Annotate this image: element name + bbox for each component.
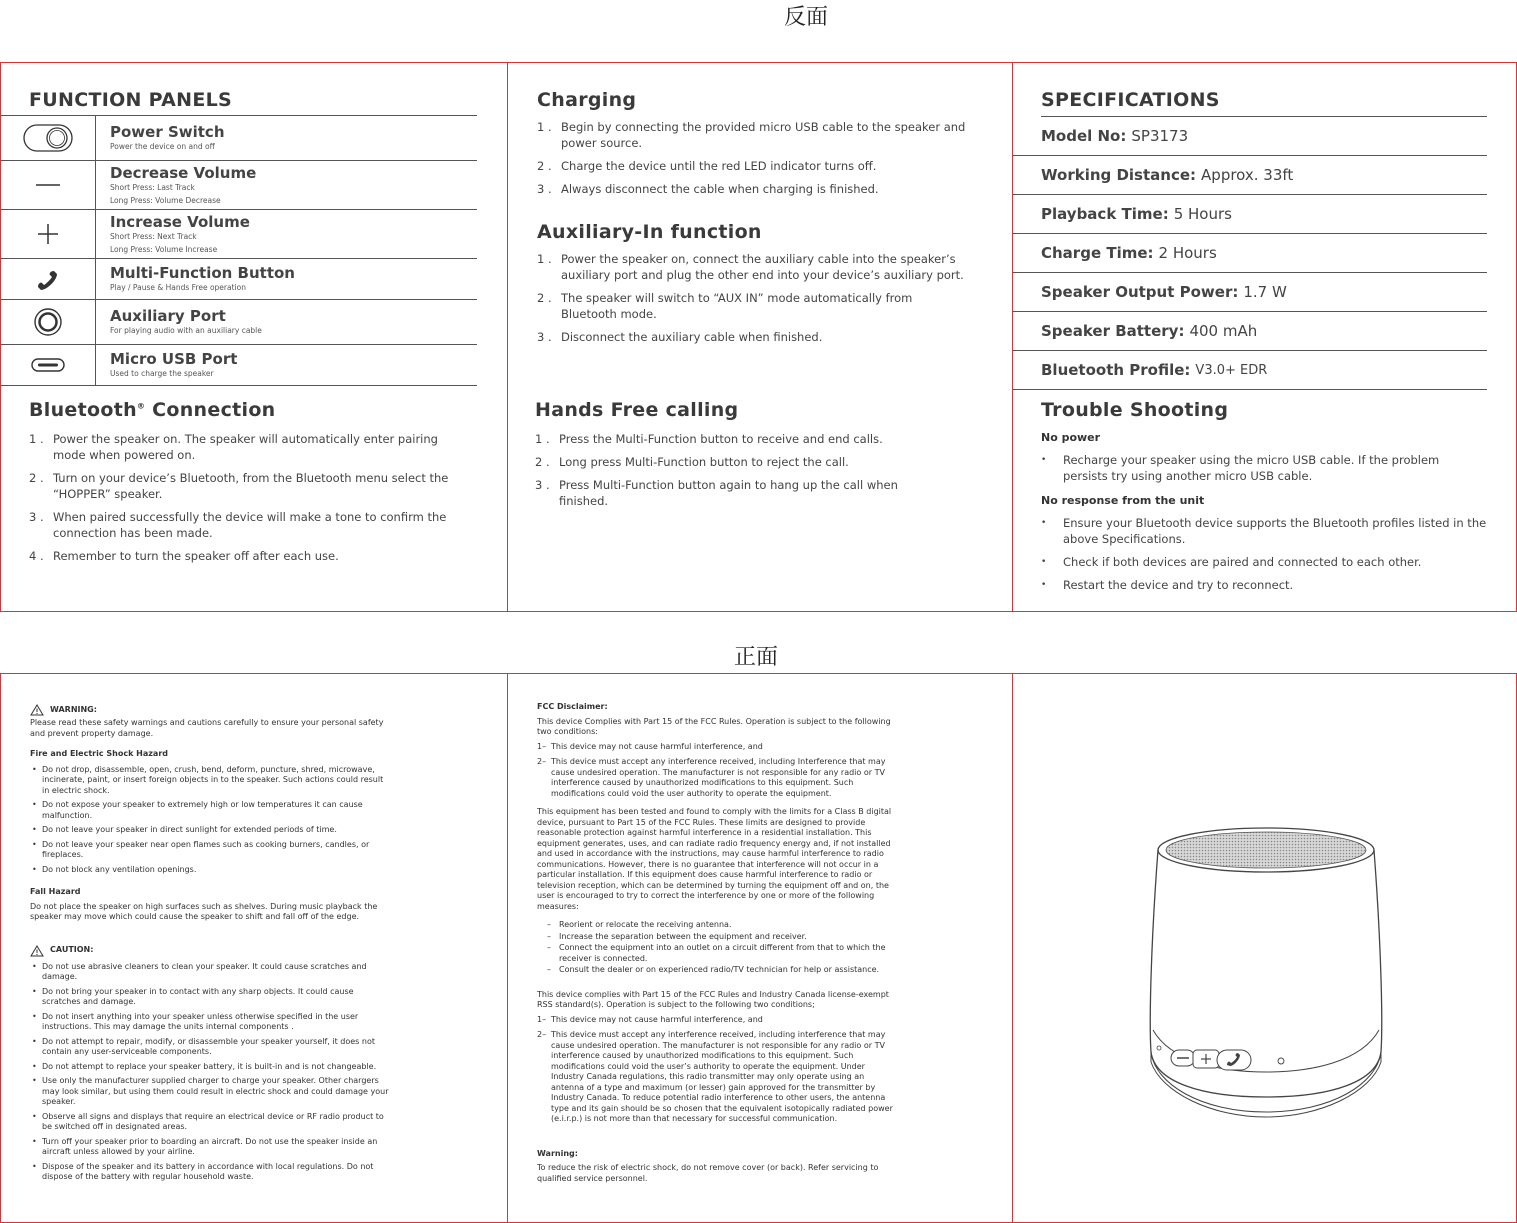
spec-row: Model No: SP3173 (1013, 117, 1487, 156)
spec-row: Playback Time: 5 Hours (1013, 195, 1487, 234)
fp-row-multifunction (1, 258, 477, 299)
fp-row-usb (1, 344, 477, 385)
list-item: 4 . Remember to turn the speaker off after each use. (29, 549, 339, 563)
charging-title: Charging (537, 89, 637, 111)
usb-port-icon (1, 345, 96, 385)
specifications-title: SPECIFICATIONS (1041, 89, 1487, 117)
list-item: 1– This device may not cause harmful interference, and (537, 1014, 763, 1024)
list-item: • Use only the manufacturer supplied charger to charge your speaker. Other chargers may look similar, but using them could result in electric shock and could damage your speaker. (30, 1076, 390, 1108)
list-item: • Do not leave your speaker near open flames such as cooking burners, candles, or fireplaces. (30, 840, 390, 861)
specifications-section (1041, 89, 1487, 390)
fcc-paragraph: This device Complies with Part 15 of the FCC Rules. Operation is subject to the following two conditions: (537, 716, 891, 736)
aux-steps (537, 251, 967, 345)
hands-free-title: Hands Free calling (535, 399, 739, 421)
list-item: 3 . Disconnect the auxiliary cable when finished. (537, 330, 823, 344)
list-item: – Connect the equipment into an outlet on a circuit different from that to which the receiver is connected. (537, 943, 893, 964)
warning-text: To reduce the risk of electric shock, do not remove cover (or back). Refer servicing to qualified service personnel. (537, 1163, 879, 1183)
fp-desc: Long Press: Volume Increase (110, 244, 218, 254)
warnings-section (30, 704, 390, 1187)
list-item: 2 . Charge the device until the red LED indicator turns off. (537, 159, 877, 173)
list-item: 3 . When paired successfully the device will make a tone to confirm the connection has been made. (29, 510, 447, 540)
list-item: • Do not drop, disassemble, open, crush, bend, deform, puncture, shred, microwave, incinerate, paint, or insert foreign objects in to the speaker. Such actions could result in electric shock. (30, 765, 390, 797)
list-item: • Do not expose your speaker to extremely high or low temperatures it can cause malfunction. (30, 800, 390, 821)
list-item: – Increase the separation between the equipment and receiver. (537, 932, 893, 943)
fp-title: Power Switch (110, 123, 225, 141)
list-item: 2 . The speaker will switch to “AUX IN” mode automatically from Bluetooth mode. (537, 291, 913, 321)
list-item: 2– This device must accept any interference received, including interference that may cause undesired operation. The manufacturer is not responsible for any radio or TV interference caused by unauthorized modifications to this equipment. Such modifications could void the user’s authority to operate the equipment. Under Industry Canada regulations, this radio transmitter may only operate using an antenna of a type and maximum (or lesser) gain approved for the transmitter by Industry Canada. To reduce potential radio interference to other users, the antenna type and its gain should be so chosen that the equivalent isotopically radiated power (e.i.r.p.) is not more than that necessary for successful communication. (537, 1030, 893, 1123)
fp-title: Auxiliary Port (110, 307, 226, 325)
aux-port-icon (1, 300, 96, 344)
spec-row: Speaker Output Power: 1.7 W (1013, 273, 1487, 312)
fp-desc: Long Press: Volume Decrease (110, 195, 221, 205)
fp-title: Decrease Volume (110, 163, 257, 182)
list-item: • Turn off your speaker prior to boarding an aircraft. Do not use the speaker inside an aircraft unless allowed by your airline. (30, 1137, 390, 1158)
warning-icon (30, 704, 44, 716)
fp-row-decrease (1, 160, 477, 209)
list-item: • Do not attempt to repair, modify, or disassemble your speaker yourself, it does not contain any user-serviceable components. (30, 1037, 390, 1058)
list-item: • Check if both devices are paired and connected to each other. (1041, 554, 1487, 570)
fcc-title: FCC Disclaimer: (537, 702, 608, 711)
power-switch-icon (1, 116, 96, 160)
function-panels-section (29, 89, 479, 386)
charging-section (537, 89, 967, 204)
spec-row: Working Distance: Approx. 33ft (1013, 156, 1487, 195)
trouble-heading: No power (1041, 431, 1101, 444)
bluetooth-section (29, 399, 449, 571)
trouble-title: Trouble Shooting (1041, 399, 1229, 421)
fall-text: Do not place the speaker on high surfaces such as shelves. During music playback the speaker may move which could cause the speaker to shift and fall off of the edge. (30, 901, 378, 921)
fp-title: Micro USB Port (110, 350, 238, 368)
list-item: • Observe all signs and displays that require an electrical device or RF radio product to be switched off in designated areas. (30, 1112, 390, 1133)
fcc-section (537, 702, 893, 1190)
list-item: 3 . Always disconnect the cable when charging is finished. (537, 182, 879, 196)
function-panels-title: FUNCTION PANELS (29, 89, 233, 111)
list-item: • Do not attempt to replace your speaker battery, it is built-in and is not changeable. (30, 1062, 390, 1073)
list-item: 2– This device must accept any interference received, including Interference that may cause undesired operation. The manufacturer is not responsible for any radio or TV interference caused by unauthorized modifications to this equipment. Such modifications could void the user authority to operate the equipment. (537, 757, 886, 798)
trouble-heading: No response from the unit (1041, 494, 1205, 507)
warning-intro: Please read these safety warnings and cautions carefully to ensure your personal safety and prevent property damage. (30, 718, 384, 738)
list-item: – Reorient or relocate the receiving antenna. (537, 920, 893, 931)
list-item: 1– This device may not cause harmful interference, and (537, 741, 763, 751)
spec-row: Charge Time: 2 Hours (1013, 234, 1487, 273)
fp-title: Multi-Function Button (110, 264, 295, 282)
list-item: • Ensure your Bluetooth device supports the Bluetooth profiles listed in the above Specifications. (1041, 515, 1487, 547)
charging-steps (537, 119, 967, 197)
list-item: • Recharge your speaker using the micro USB cable. If the problem persists try using another micro USB cable. (1041, 452, 1487, 484)
list-item: – Consult the dealer or on experienced radio/TV technician for help or assistance. (537, 965, 893, 976)
list-item: 1 . Begin by connecting the provided micro USB cable to the speaker and power source. (537, 120, 966, 150)
fp-desc: For playing audio with an auxiliary cable (110, 326, 262, 335)
list-item: • Do not use abrasive cleaners to clean your speaker. It could cause scratches and damage. (30, 962, 390, 983)
front-caption: 正面 (734, 645, 779, 670)
aux-title: Auxiliary-In function (537, 221, 762, 243)
fire-title: Fire and Electric Shock Hazard (30, 749, 169, 758)
fp-desc: Short Press: Last Track (110, 182, 195, 192)
fp-row-increase (1, 209, 477, 258)
aux-section (537, 221, 967, 352)
list-item: • Restart the device and try to reconnect. (1041, 577, 1487, 593)
speaker-illustration (1141, 822, 1391, 1122)
trouble-section (1041, 399, 1487, 600)
list-item: • Do not leave your speaker in direct sunlight for extended periods of time. (30, 825, 390, 836)
fp-title: Increase Volume (110, 212, 250, 231)
list-item: 2 . Long press Multi-Function button to reject the call. (535, 455, 849, 469)
warning-title: Warning: (537, 1148, 578, 1158)
fcc-paragraph: This device complies with Part 15 of the FCC Rules and Industry Canada license-exempt RSS standard(s). Operation is subject to the following two conditions; (537, 989, 889, 1009)
back-panel (0, 62, 1517, 612)
hands-free-section (535, 399, 935, 516)
bluetooth-steps (29, 431, 449, 564)
fp-row-aux (1, 299, 477, 344)
specs-table (1013, 117, 1487, 390)
list-item: 3 . Press Multi-Function button again to hang up the call when finished. (535, 478, 898, 508)
phone-icon (1, 259, 96, 299)
bluetooth-title: Bluetooth® Connection (29, 399, 276, 421)
fp-desc: Play / Pause & Hands Free operation (110, 283, 246, 292)
fp-desc: Power the device on and off (110, 142, 215, 151)
list-item: • Dispose of the speaker and its battery in accordance with local regulations. Do not dispose of the battery with regular household waste. (30, 1162, 390, 1183)
warning-header: WARNING: (30, 704, 390, 716)
caution-header: CAUTION: (30, 945, 390, 957)
fall-title: Fall Hazard (30, 887, 81, 896)
fp-row-power (1, 115, 477, 160)
plus-icon (1, 210, 96, 258)
fp-desc: Short Press: Next Track (110, 231, 197, 241)
list-item: 2 . Turn on your device’s Bluetooth, from the Bluetooth menu select the “HOPPER” speaker. (29, 471, 449, 501)
fcc-paragraph: This equipment has been tested and found to comply with the limits for a Class B digital device, pursuant to Part 15 of the FCC Rules. These limits are designed to provide reasonable protection against harmful interference in a residential installation. This equipment generates, uses, and can radiate radio frequency energy and, if not installed and used in accordance with the instructions, may cause harmful interference to radio communications. However, there is no guarantee that interference will not occur in a particular installation. If this equipment does cause harmful interference to radio or television reception, which can be determined by turning the equipment off and on, the user is encouraged to try to correct the interference by one or more of the following measures: (537, 807, 892, 911)
list-item: • Do not block any ventilation openings. (30, 865, 390, 876)
list-item: 1 . Power the speaker on, connect the auxiliary cable into the speaker’s auxiliary port and plug the other end into your device’s auxiliary port. (537, 252, 964, 282)
spec-row: Bluetooth Profile: V3.0+ EDR (1013, 351, 1487, 390)
list-item: • Do not insert anything into your speaker unless otherwise specified in the user instructions. This may damage the units internal components . (30, 1012, 390, 1033)
list-item: 1 . Power the speaker on. The speaker will automatically enter pairing mode when powered on. (29, 432, 438, 462)
caution-icon (30, 945, 44, 957)
function-panels-table (1, 115, 477, 386)
fp-desc: Used to charge the speaker (110, 369, 214, 378)
hands-free-steps (535, 431, 935, 509)
spec-row: Speaker Battery: 400 mAh (1013, 312, 1487, 351)
list-item: • Do not bring your speaker in to contact with any sharp objects. It could cause scratches and damage. (30, 987, 390, 1008)
front-panel (0, 673, 1517, 1223)
minus-icon (1, 161, 96, 209)
list-item: 1 . Press the Multi-Function button to receive and end calls. (535, 432, 883, 446)
back-caption: 反面 (784, 5, 829, 30)
